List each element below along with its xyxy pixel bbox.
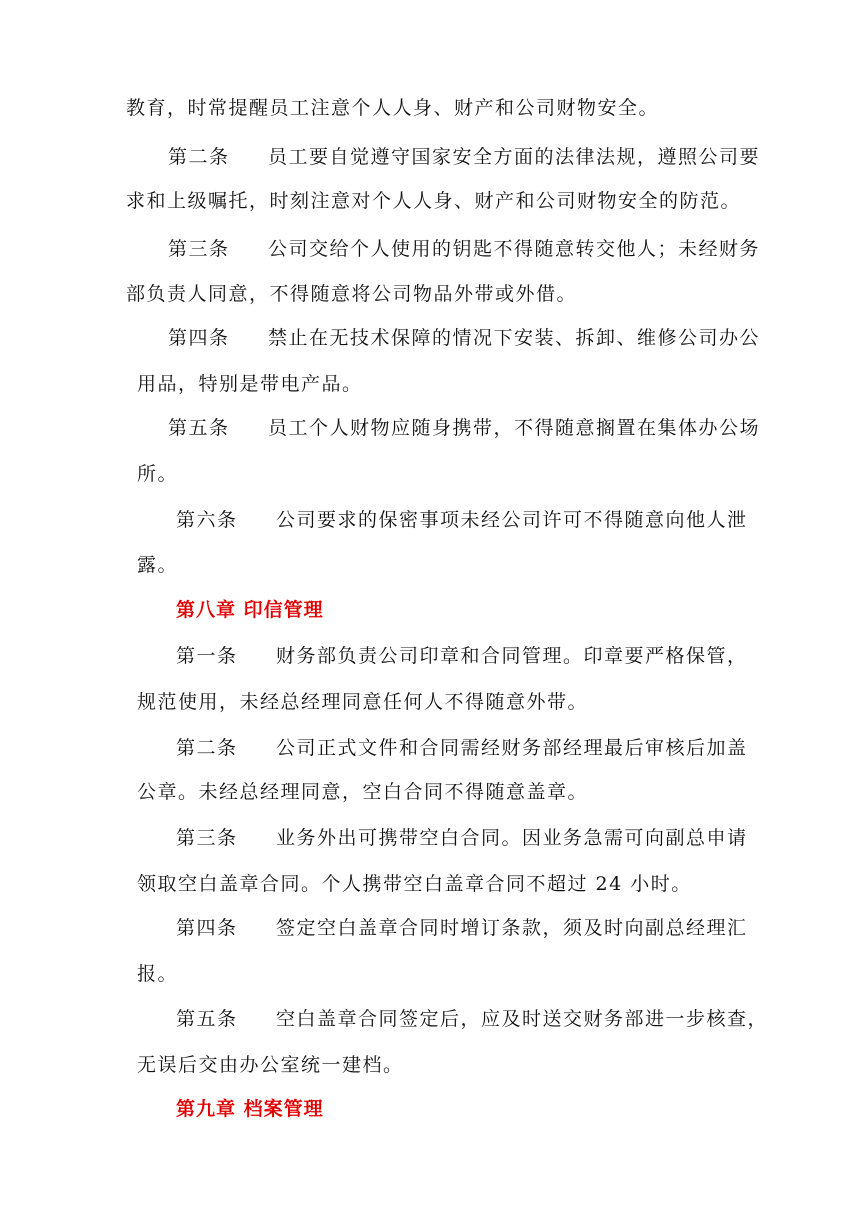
article-continuation-line: 用品，特别是带电产品。 <box>137 373 363 395</box>
paragraph-line: 教育，时常提醒员工注意个人人身、财产和公司财物安全。 <box>126 97 660 119</box>
article-number: 第三条 <box>176 827 238 849</box>
article-number: 第五条 <box>168 417 230 439</box>
article-continuation-line: 求和上级嘱托，时刻注意对个人人身、财产和公司财物安全的防范。 <box>126 190 742 212</box>
article-number: 第四条 <box>176 917 238 939</box>
article-first-line <box>168 324 760 352</box>
article-first-line <box>176 824 748 852</box>
chapter-heading: 第八章 印信管理 <box>176 599 324 621</box>
article-text: 禁止在无技术保障的情况下安装、拆卸、维修公司办公 <box>268 327 761 349</box>
article-first-line <box>168 414 760 442</box>
chapter-heading: 第九章 档案管理 <box>176 1098 324 1120</box>
article-continuation-line: 报。 <box>137 963 179 985</box>
article-text: 签定空白盖章合同时增订条款，须及时向副总经理汇 <box>276 917 748 939</box>
article-number: 第五条 <box>176 1008 238 1030</box>
article-continuation-line: 规范使用，未经总经理同意任何人不得随意外带。 <box>137 691 589 713</box>
article-text: 员工要自觉遵守国家安全方面的法律法规，遵照公司要 <box>268 146 761 168</box>
article-continuation-line: 所。 <box>137 463 179 485</box>
article-first-line <box>176 1005 768 1033</box>
article-text: 公司交给个人使用的钥匙不得随意转交他人；未经财务 <box>268 238 761 260</box>
article-first-line <box>168 143 760 171</box>
article-continuation-line: 公章。未经总经理同意，空白合同不得随意盖章。 <box>137 781 589 803</box>
article-first-line <box>176 914 748 942</box>
article-number: 第六条 <box>176 509 238 531</box>
article-first-line <box>176 642 748 670</box>
article-text: 业务外出可携带空白合同。因业务急需可向副总申请 <box>276 827 748 849</box>
article-text: 公司正式文件和合同需经财务部经理最后审核后加盖 <box>276 737 748 759</box>
article-continuation-line: 部负责人同意，不得随意将公司物品外带或外借。 <box>126 283 578 305</box>
article-text: 空白盖章合同签定后，应及时送交财务部进一步核查， <box>276 1008 769 1030</box>
article-first-line <box>176 506 748 534</box>
article-text: 员工个人财物应随身携带，不得随意搁置在集体办公场 <box>268 417 761 439</box>
article-first-line <box>168 235 760 263</box>
article-number: 第四条 <box>168 327 230 349</box>
article-number: 第二条 <box>168 146 230 168</box>
article-text: 财务部负责公司印章和合同管理。印章要严格保管， <box>276 645 748 667</box>
article-number: 第三条 <box>168 238 230 260</box>
article-first-line <box>176 734 748 762</box>
article-number: 第二条 <box>176 737 238 759</box>
article-continuation-line: 领取空白盖章合同。个人携带空白盖章合同不超过 24 小时。 <box>137 873 692 895</box>
article-text: 公司要求的保密事项未经公司许可不得随意向他人泄 <box>276 509 748 531</box>
article-number: 第一条 <box>176 645 238 667</box>
article-continuation-line: 无误后交由办公室统一建档。 <box>137 1054 404 1076</box>
article-continuation-line: 露。 <box>137 554 179 576</box>
